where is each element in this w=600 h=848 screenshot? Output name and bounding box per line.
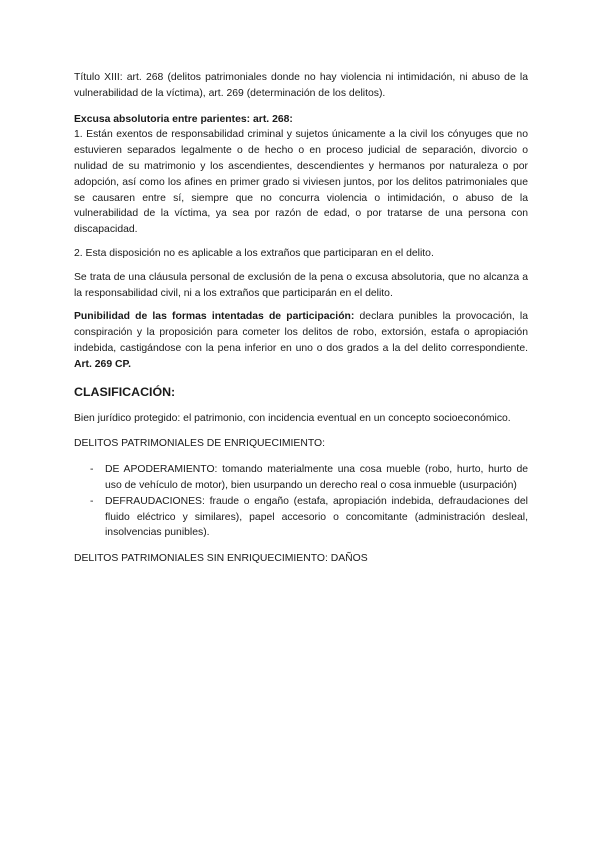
excusa-item-2: 2. Esta disposición no es aplicable a los extraños que participaran en el delito.	[74, 247, 434, 259]
list-item-text: DEFRAUDACIONES: fraude o engaño (estafa, apropiación indebida, defraudaciones del fluido eléctrico y similares), papel accesorio o concomitante (administración desleal, insolvencias punibles).	[105, 495, 528, 539]
enriquecimiento-list	[74, 462, 528, 541]
list-item-text: DE APODERAMIENTO: tomando materialmente una cosa mueble (robo, hurto, hurto de uso de vehículo de motor), bien usurpando un derecho real o cosa inmueble (usurpación)	[105, 464, 528, 491]
dash-bullet: -	[90, 495, 94, 507]
list-item	[74, 462, 528, 494]
punibilidad-title: Punibilidad de las formas intentadas de participación:	[74, 311, 355, 323]
dash-bullet: -	[90, 464, 94, 476]
list-item	[74, 494, 528, 541]
bien-juridico-paragraph: Bien jurídico protegido: el patrimonio, con incidencia eventual en un concepto socioeconómico.	[74, 412, 511, 424]
document-page	[74, 70, 528, 567]
sin-enriquecimiento-title: DELITOS PATRIMONIALES SIN ENRIQUECIMIENTO: DAÑOS	[74, 553, 368, 565]
punibilidad-paragraph	[74, 309, 528, 372]
punibilidad-text: declara punibles la provocación, la conspiración y la proposición para cometer los delitos de robo, extorsión, estafa o apropiación indebida, castigándose con la pena inferior en uno o dos grados a la del delito correspondiente.	[74, 311, 529, 354]
excusa-note: Se trata de una cláusula personal de exclusión de la pena o excusa absolutoria, que no alcanza a la responsabilidad civil, ni a los extraños que participarán en el delito.	[74, 271, 528, 299]
punibilidad-ref: Art. 269 CP.	[74, 358, 131, 370]
intro-paragraph: Título XIII: art. 268 (delitos patrimoniales donde no hay violencia ni intimidación, ni abuso de la vulnerabilidad de la víctima), art. 269 (determinación de los delitos).	[74, 72, 528, 99]
clasificacion-heading: CLASIFICACIÓN:	[74, 384, 176, 399]
excusa-item-1: 1. Están exentos de responsabilidad criminal y sujetos únicamente a la civil los cónyuges que no estuvieren separados legalmente o de hecho o en proceso judicial de separación, divorcio o nulidad de su matrimonio y los ascendientes, descendientes y hermanos por naturaleza o por adopción, así como los afines en primer grado si viviesen juntos, por los delitos patrimoniales que se causaren entre sí, siempre que no concurra violencia o intimidación, o abuso de la vulnerabilidad de la víctima, ya sea por razón de edad, o por tratarse de una persona con discapacidad.	[74, 129, 528, 236]
excusa-title: Excusa absolutoria entre parientes: art. 268:	[74, 113, 293, 125]
enriquecimiento-title: DELITOS PATRIMONIALES DE ENRIQUECIMIENTO:	[74, 438, 325, 450]
